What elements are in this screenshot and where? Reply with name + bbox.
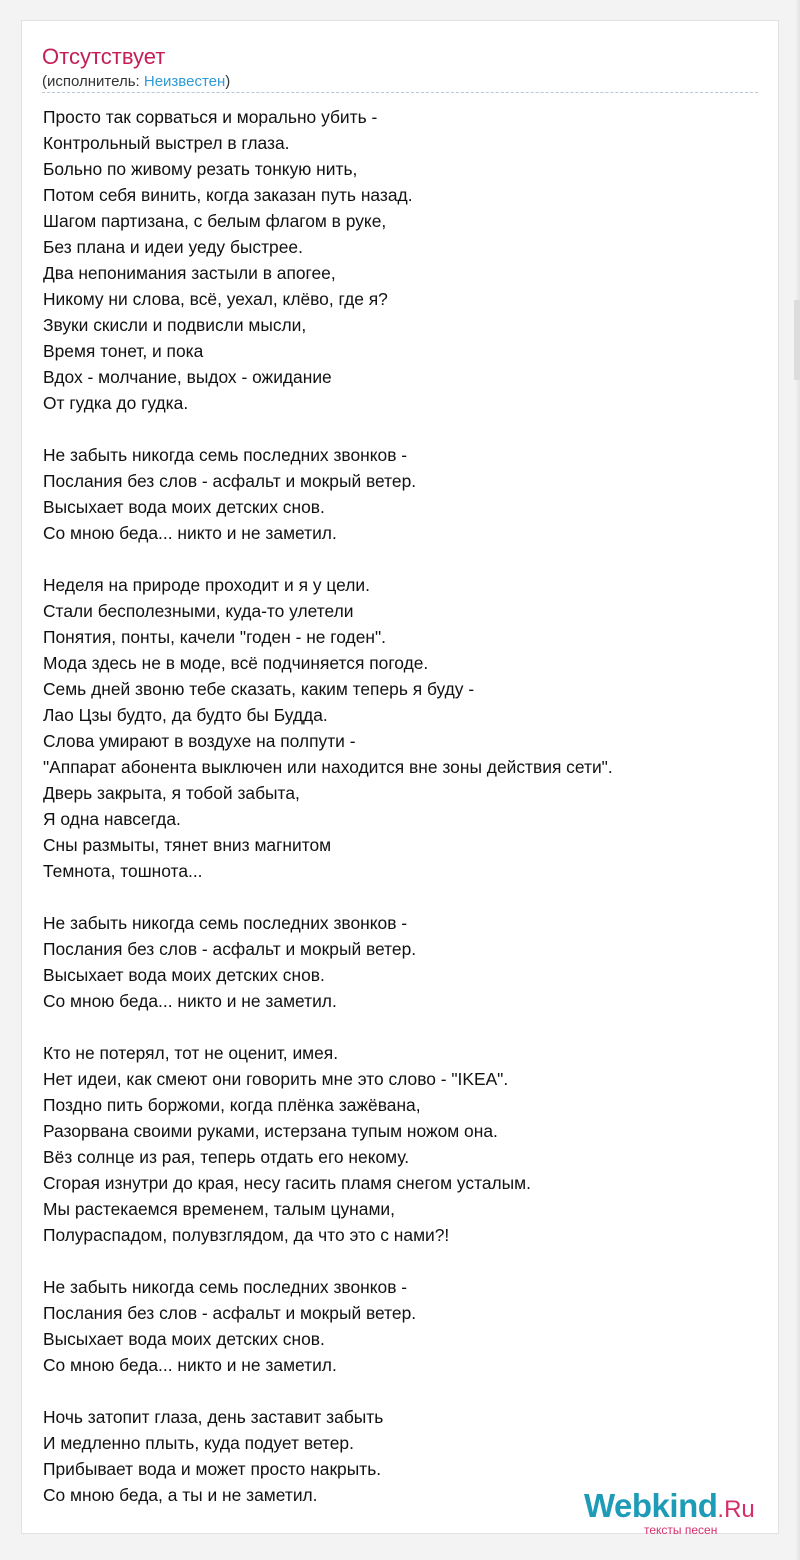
lyrics-line: Слова умирают в воздухе на полпути - [43,731,356,751]
lyrics-line: Сгорая изнутри до края, несу гасить пламя снегом усталым. [43,1173,531,1193]
logo-wordmark [584,1488,755,1528]
lyrics-line: Послания без слов - асфальт и мокрый ветер. [43,471,417,491]
lyrics-line: Семь дней звоню тебе сказать, каким теперь я буду - [43,679,475,699]
lyrics-line: И медленно плыть, куда подует ветер. [43,1433,354,1453]
lyrics-line: Время тонет, и пока [43,341,204,361]
lyrics-line: Разорвана своими руками, истерзана тупым ножом она. [43,1121,498,1141]
lyrics-line: Темнота, тошнота... [43,861,203,881]
lyrics-line: Звуки скисли и подвисли мысли, [43,315,307,335]
lyrics-line: Дверь закрыта, я тобой забыта, [43,783,300,803]
lyrics-line: Со мною беда... никто и не заметил. [43,523,337,543]
lyrics-text [43,104,758,1508]
logo-tagline: тексты песен [644,1523,718,1537]
lyrics-line: Два непонимания застыли в апогее, [43,263,336,283]
logo-tld: .Ru [717,1496,755,1523]
artist-prefix: (исполнитель: [42,73,144,90]
lyrics-line: Лао Цзы будто, да будто бы Будда. [43,705,328,725]
lyrics-line: Без плана и идеи уеду быстрее. [43,237,303,257]
lyrics-stanza [43,910,758,1014]
lyrics-line: Послания без слов - асфальт и мокрый ветер. [43,1303,417,1323]
scrollbar-thumb[interactable] [794,300,800,380]
lyrics-line: Стали бесполезными, куда-то улетели [43,601,354,621]
lyrics-stanza [43,572,758,884]
lyrics-line: "Аппарат абонента выключен или находится вне зоны действия сети". [43,757,613,777]
lyrics-line: Кто не потерял, тот не оценит, имея. [43,1043,339,1063]
lyrics-line: Со мною беда... никто и не заметил. [43,991,337,1011]
lyrics-line: Высыхает вода моих детских снов. [43,1329,325,1349]
lyrics-line: Вёз солнце из рая, теперь отдать его некому. [43,1147,410,1167]
lyrics-line: Со мною беда, а ты и не заметил. [43,1485,318,1505]
artist-link[interactable]: Неизвестен [143,73,226,90]
lyrics-stanza [43,1040,758,1248]
lyrics-line: Мы растекаемся временем, талым цунами, [43,1199,395,1219]
lyrics-line: Поздно пить боржоми, когда плёнка зажёвана, [43,1095,421,1115]
lyrics-line: Шагом партизана, с белым флагом в руке, [43,211,387,231]
lyrics-stanza [43,104,758,416]
lyrics-line: Послания без слов - асфальт и мокрый ветер. [43,939,417,959]
logo-name: Webkind [584,1487,718,1524]
lyrics-line: Контрольный выстрел в глаза. [43,133,290,153]
lyrics-line: Со мною беда... никто и не заметил. [43,1355,337,1375]
lyrics-line: Прибывает вода и может просто накрыть. [43,1459,382,1479]
lyrics-line: От гудка до гудка. [43,393,189,413]
lyrics-line: Не забыть никогда семь последних звонков - [43,445,408,465]
lyrics-line: Неделя на природе проходит и я у цели. [43,575,370,595]
title-divider [42,92,758,93]
lyrics-line: Просто так сорваться и морально убить - [43,107,378,127]
lyrics-line: Больно по живому резать тонкую нить, [43,159,358,179]
lyrics-line: Высыхает вода моих детских снов. [43,497,325,517]
lyrics-line: Сны размыты, тянет вниз магнитом [43,835,332,855]
lyrics-line: Я одна навсегда. [43,809,181,829]
lyrics-stanza [43,1274,758,1378]
lyrics-line: Вдох - молчание, выдох - ожидание [43,367,332,387]
window-edge [794,0,800,1560]
song-title: Отсутствует [42,44,166,69]
artist-line [42,72,230,92]
lyrics-line: Нет идеи, как смеют они говорить мне это слово - "IKEA". [43,1069,509,1089]
lyrics-line: Никому ни слова, всё, уехал, клёво, где я? [43,289,388,309]
lyrics-line: Не забыть никогда семь последних звонков - [43,913,408,933]
lyrics-line: Высыхает вода моих детских снов. [43,965,325,985]
artist-suffix: ) [225,73,231,90]
lyrics-line: Понятия, понты, качели "годен - не годен". [43,627,386,647]
lyrics-line: Ночь затопит глаза, день заставит забыть [43,1407,384,1427]
lyrics-line: Полураспадом, полувзглядом, да что это с нами?! [43,1225,450,1245]
site-logo[interactable] [584,1488,784,1540]
lyrics-stanza [43,442,758,546]
lyrics-line: Потом себя винить, когда заказан путь назад. [43,185,413,205]
lyrics-line: Не забыть никогда семь последних звонков - [43,1277,408,1297]
lyrics-line: Мода здесь не в моде, всё подчиняется погоде. [43,653,429,673]
